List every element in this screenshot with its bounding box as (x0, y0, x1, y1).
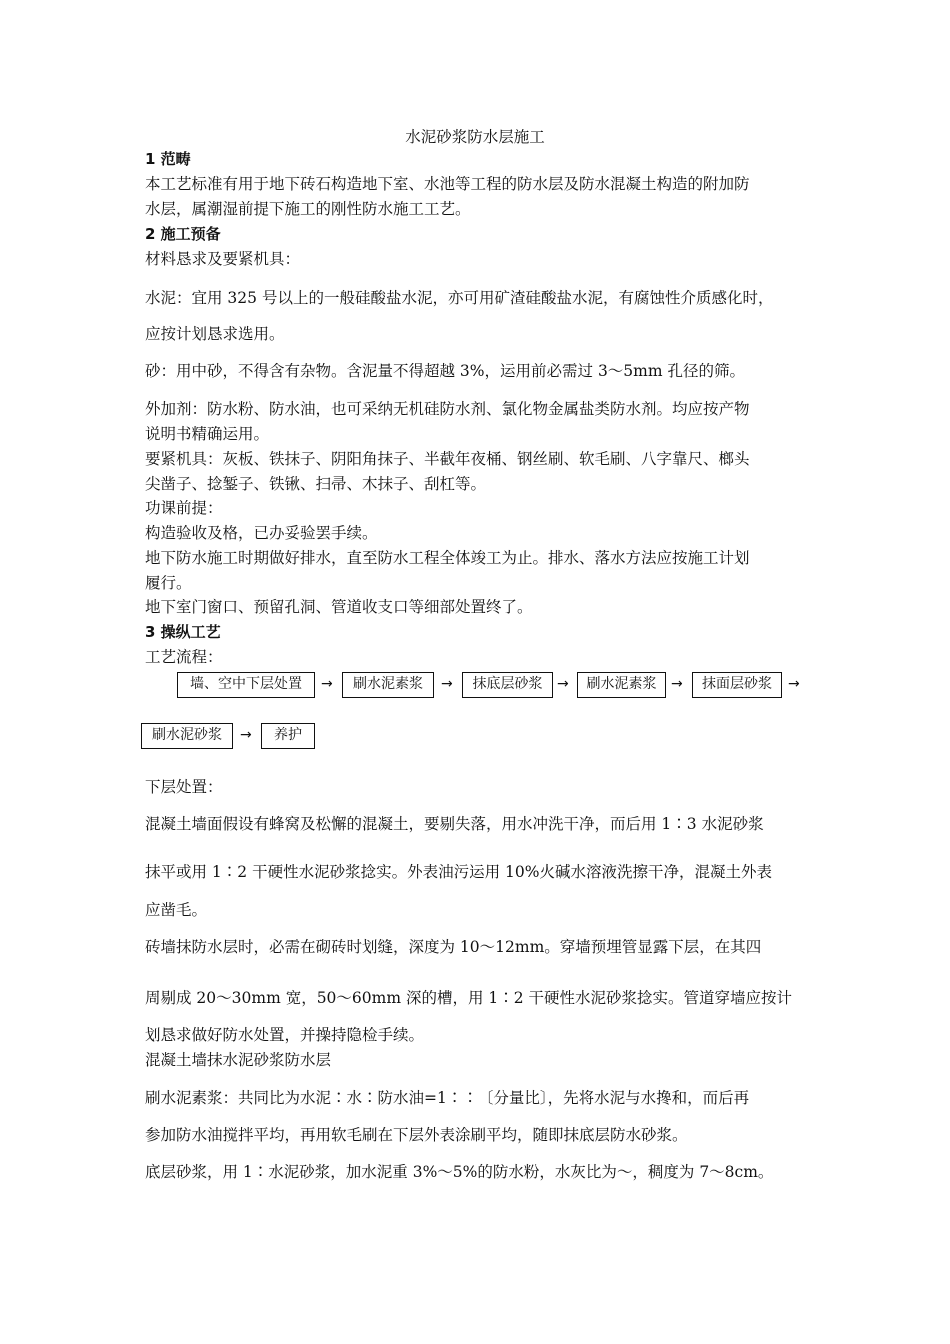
cement-line2: 应按计划恳求选用。 (145, 325, 285, 343)
flow-step-base-mortar: 抹底层砂浆 (462, 672, 553, 698)
scope-paragraph-line2: 水层，属潮湿前提下施工的刚性防水施工工艺。 (145, 200, 471, 218)
cement-line1: 水泥：宜用 325 号以上的一般硅酸盐水泥，亦可用矿渣硅酸盐水泥，有腐蚀性介质感化时， (145, 289, 774, 307)
wall-mortar-heading: 混凝土墙抹水泥砂浆防水层 (145, 1051, 332, 1069)
slurry-line2: 参加防水油搅拌平均，再用软毛刷在下层外表涂刷平均，随即抹底层防水砂浆。 (145, 1126, 688, 1144)
tools-line1: 要紧机具：灰板、铁抹子、阴阳角抹子、半截年夜桶、钢丝刷、软毛刷、八字靠尺、榔头 (145, 450, 750, 468)
prerequisite-1: 构造验收及格，已办妥验罢手续。 (145, 524, 378, 542)
brick-line3: 划恳求做好防水处置，并操持隐检手续。 (145, 1026, 425, 1044)
concrete-line1: 混凝土墙面假设有蜂窝及松懈的混凝土，要剔失落，用水冲洗干净，而后用 1∶3 水泥砂浆 (145, 815, 764, 833)
flow-step-brush-mortar: 刷水泥砂浆 (141, 723, 233, 749)
concrete-line2: 抹平或用 1∶2 干硬性水泥砂浆捻实。外表油污运用 10%火碱水溶液洗擦干净，混凝土外表 (145, 863, 772, 881)
prerequisite-2-line1: 地下防水施工时期做好排水，直至防水工程全体竣工为止。排水、落水方法应按施工计划 (145, 549, 750, 567)
section-1-heading: 1 范畴 (145, 150, 191, 168)
flow-arrow-icon: → (240, 727, 252, 743)
prerequisite-2-line2: 履行。 (145, 574, 192, 592)
brick-line2: 周剔成 20～30mm 宽，50～60mm 深的槽，用 1∶2 干硬性水泥砂浆捻实。管道穿墙应按计 (145, 989, 793, 1007)
flow-arrow-icon: → (441, 676, 453, 692)
flow-step-base-treatment: 墙、空中下层处置 (177, 672, 315, 698)
flow-arrow-icon: → (321, 676, 333, 692)
flow-step-surface-mortar: 抹面层砂浆 (692, 672, 782, 698)
section-3-heading: 3 操纵工艺 (145, 623, 221, 641)
concrete-line3: 应凿毛。 (145, 901, 208, 919)
flow-arrow-icon: → (557, 676, 569, 692)
document-title: 水泥砂浆防水层施工 (405, 128, 545, 146)
section-2-heading: 2 施工预备 (145, 225, 221, 243)
brick-line1: 砖墙抹防水层时，必需在砌砖时划缝，深度为 10～12mm。穿墙预埋管显露下层，在其四 (145, 938, 762, 956)
flow-step-brush-slurry: 刷水泥素浆 (342, 672, 434, 698)
prerequisites-heading: 功课前提： (145, 499, 223, 517)
sand-paragraph: 砂：用中砂，不得含有杂物。含泥量不得超越 3%，运用前必需过 3～5mm 孔径的筛。 (145, 362, 745, 380)
scope-paragraph-line1: 本工艺标准有用于地下砖石构造地下室、水池等工程的防水层及防水混凝土构造的附加防 (145, 175, 750, 193)
materials-heading: 材料恳求及要紧机具： (145, 250, 301, 268)
flow-arrow-icon: → (671, 676, 683, 692)
additive-line1: 外加剂：防水粉、防水油，也可采纳无机硅防水剂、氯化物金属盐类防水剂。均应按产物 (145, 400, 750, 418)
slurry-line1: 刷水泥素浆：共同比为水泥∶水∶防水油=1∶∶〔分量比〕，先将水泥与水搀和，而后再 (145, 1089, 750, 1107)
flow-step-brush-slurry-2: 刷水泥素浆 (577, 672, 666, 698)
additive-line2: 说明书精确运用。 (145, 425, 270, 443)
prerequisite-3: 地下室门窗口、预留孔洞、管道收支口等细部处置终了。 (145, 598, 533, 616)
flow-step-curing: 养护 (261, 723, 315, 749)
flow-arrow-icon: → (788, 676, 800, 692)
bottom-mortar-line1: 底层砂浆，用 1∶水泥砂浆，加水泥重 3%～5%的防水粉，水灰比为～，稠度为 7～8cm。 (145, 1163, 774, 1181)
tools-line2: 尖凿子、捻錾子、铁锹、扫帚、木抹子、刮杠等。 (145, 475, 487, 493)
process-flow-label: 工艺流程： (145, 648, 223, 666)
base-treatment-heading: 下层处置： (145, 778, 223, 796)
